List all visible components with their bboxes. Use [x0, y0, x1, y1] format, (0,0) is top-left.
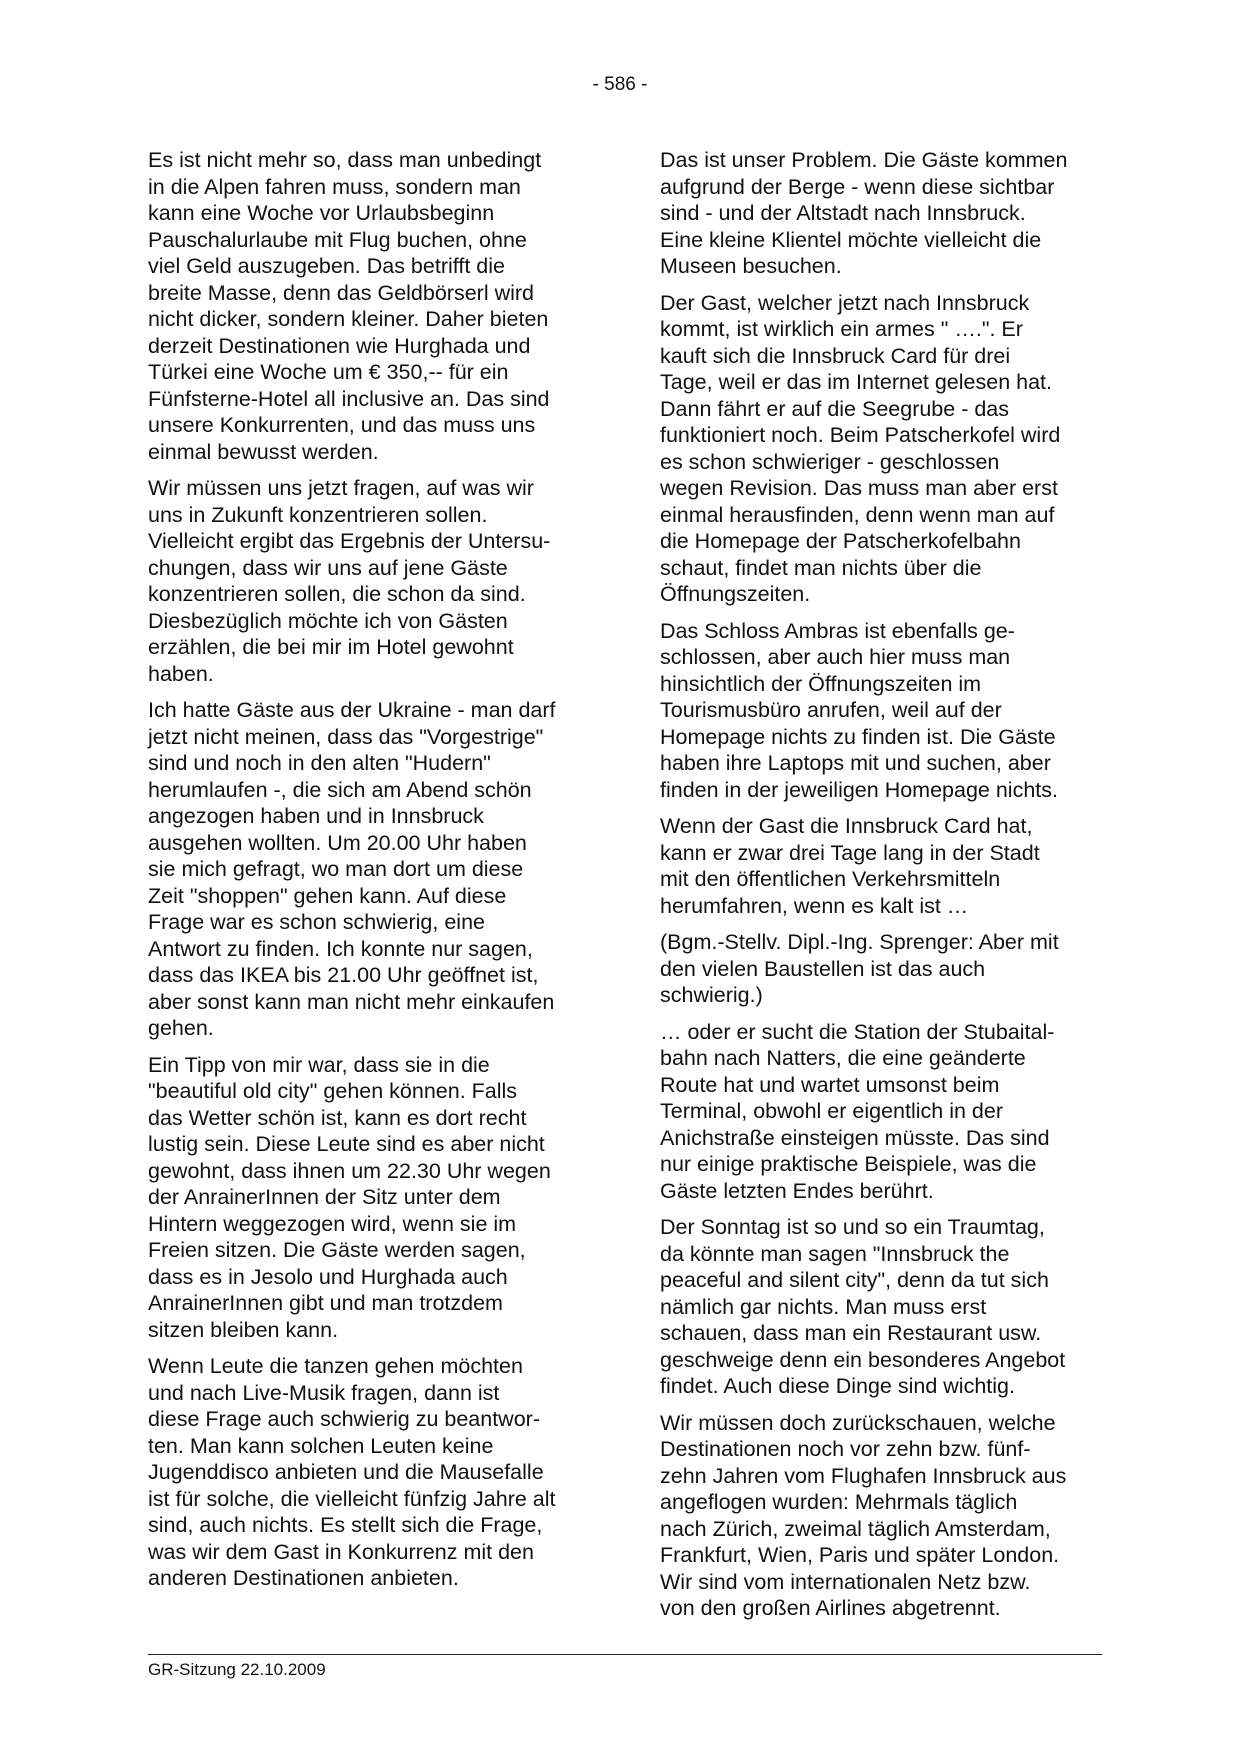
paragraph: Es ist nicht mehr so, dass man unbedingt in die Alpen fahren muss, sondern man kann eine Woche vor Urlaubsbeginn Pauschalurlaube mit Flug buchen, ohne viel Geld auszugeben. Das betrifft die breite Masse, denn das Geldbörserl wird nicht dicker, sondern kleiner. Daher bieten derzeit Destinationen wie Hurghada und Türkei eine Woche um € 350,-- für ein Fünfsterne-Hotel all inclusive an. Das sind unsere Konkurrenten, und das muss uns einmal bewusst werden.: [148, 148, 550, 464]
page-number: - 586 -: [592, 74, 648, 95]
footer-rule: [148, 1654, 1102, 1655]
paragraph: Das ist unser Problem. Die Gäste kommen aufgrund der Berge - wenn diese sichtbar sind - und der Altstadt nach Innsbruck. Eine kleine Klientel möchte vielleicht die Museen besuchen.: [660, 148, 1068, 278]
paragraph: Ein Tipp von mir war, dass sie in die "beautiful old city" gehen können. Falls das Wetter schön ist, kann es dort recht lustig sein. Diese Leute sind es aber nicht gewohnt, dass ihnen um 22.30 Uhr wegen der AnrainerInnen der Sitz unter dem Hintern weggezogen wird, wenn sie im Freien sitzen. Die Gäste werden sagen, dass es in Jesolo und Hurghada auch AnrainerInnen gibt und man trotzdem sitzen bleiben kann.: [148, 1052, 551, 1342]
paragraph: … oder er sucht die Station der Stubaital- bahn nach Natters, die eine geänderte Route hat und wartet umsonst beim Terminal, obwohl er eigentlich in der Anichstraße einsteigen müsste. Das sind nur einige praktische Beispiele, was die Gäste letzten Endes berührt.: [660, 1019, 1055, 1203]
paragraph: Wir müssen doch zurückschauen, welche Destinationen noch vor zehn bzw. fünf- zehn Jahren vom Flughafen Innsbruck aus angeflogen wurden: Mehrmals täglich nach Zürich, zweimal täglich Amsterdam, Frankfurt, Wien, Paris und später London. Wir sind vom internationalen Netz bzw. von den großen Airlines abgetrennt.: [660, 1410, 1067, 1620]
paragraph: Wir müssen uns jetzt fragen, auf was wir uns in Zukunft konzentrieren sollen. Vielleicht ergibt das Ergebnis der Untersu- chungen, dass wir uns auf jene Gäste konzentrieren sollen, die schon da sind. Diesbezüglich möchte ich von Gästen erzählen, die bei mir im Hotel gewohnt haben.: [148, 476, 551, 686]
paragraph: Wenn der Gast die Innsbruck Card hat, kann er zwar drei Tage lang in der Stadt mit den öffentlichen Verkehrsmitteln herumfahren, wenn es kalt ist …: [660, 814, 1040, 918]
paragraph: Das Schloss Ambras ist ebenfalls ge- schlossen, aber auch hier muss man hinsichtlich der Öffnungszeiten im Tourismusbüro anrufen, weil auf der Homepage nichts zu finden ist. Die Gäste haben ihre Laptops mit und suchen, aber finden in der jeweiligen Homepage nichts.: [660, 618, 1058, 802]
right-column: [660, 147, 1105, 1632]
paragraph: Der Gast, welcher jetzt nach Innsbruck kommt, ist wirklich ein armes " ….". Er kauft sich die Innsbruck Card für drei Tage, weil er das im Internet gelesen hat. Dann fährt er auf die Seegrube - das funktioniert noch. Beim Patscherkofel wird es schon schwieriger - geschlossen wegen Revision. Das muss man aber erst einmal herausfinden, denn wenn man auf die Homepage der Patscherkofelbahn schaut, findet man nichts über die Öffnungszeiten.: [660, 290, 1061, 606]
footer-text: GR-Sitzung 22.10.2009: [148, 1660, 326, 1679]
left-column: [148, 147, 588, 1602]
paragraph: Der Sonntag ist so und so ein Traumtag, da könnte man sagen "Innsbruck the peaceful and silent city", denn da tut sich nämlich gar nichts. Man muss erst schauen, dass man ein Restaurant usw. geschweige denn ein besonderes Angebot findet. Auch diese Dinge sind wichtig.: [660, 1215, 1066, 1398]
paragraph: (Bgm.-Stellv. Dipl.-Ing. Sprenger: Aber mit den vielen Baustellen ist das auch schwierig.): [660, 930, 1059, 1007]
paragraph: Ich hatte Gäste aus der Ukraine - man darf jetzt nicht meinen, dass das "Vorgestrige" sind und noch in den alten "Hudern" herumlaufen -, die sich am Abend schön angezogen haben und in Innsbruck ausgehen wollten. Um 20.00 Uhr haben sie mich gefragt, wo man dort um diese Zeit "shoppen" gehen kann. Auf diese Frage war es schon schwierig, eine Antwort zu finden. Ich konnte nur sagen, dass das IKEA bis 21.00 Uhr geöffnet ist, aber sonst kann man nicht mehr einkaufen gehen.: [148, 698, 556, 1040]
paragraph: Wenn Leute die tanzen gehen möchten und nach Live-Musik fragen, dann ist diese Frage auch schwierig zu beantwor- ten. Man kann solchen Leuten keine Jugenddisco anbieten und die Mausefalle ist für solche, die vielleicht fünfzig Jahre alt sind, auch nichts. Es stellt sich die Frage, was wir dem Gast in Konkurrenz mit den anderen Destinationen anbieten.: [148, 1354, 556, 1590]
